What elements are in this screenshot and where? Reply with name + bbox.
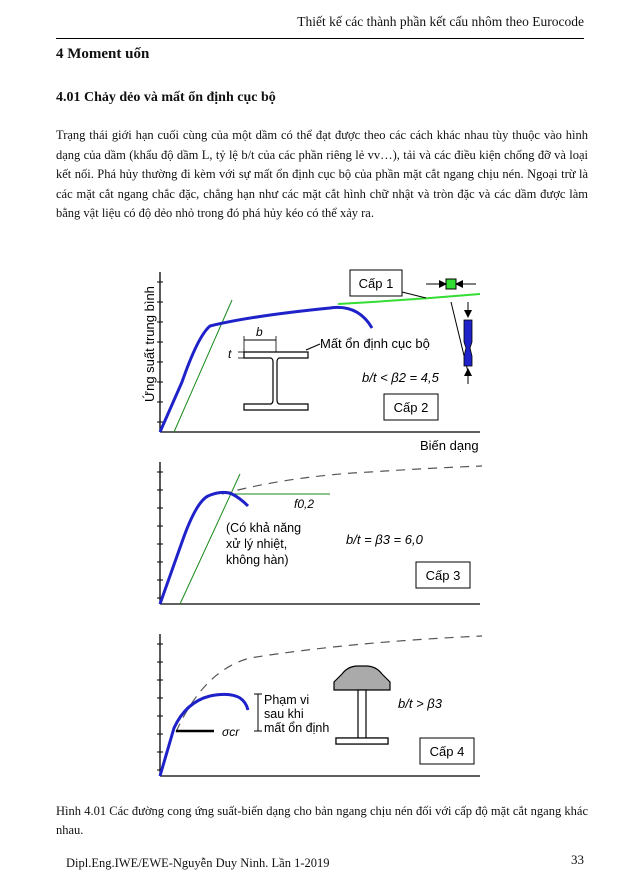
class2-label: Cấp 2 — [393, 400, 429, 415]
class1-specimen-icon — [446, 279, 456, 289]
panel-class-3 — [157, 462, 482, 604]
sigma-cr-label: σcr — [222, 725, 240, 739]
panel2-note-line2: xử lý nhiệt, — [226, 537, 288, 551]
panel2-dashed-curve — [222, 466, 482, 494]
class2-curve — [160, 307, 372, 432]
figure-caption: Hình 4.01 Các đường cong ứng suất-biến dạng cho bản ngang chịu nén đối với cấp độ mặt cắt ngang khác nhau. — [56, 804, 588, 837]
page-number: 33 — [571, 852, 584, 867]
range-line2: sau khi — [264, 707, 304, 721]
panel1-xlabel: Biến dạng — [420, 438, 479, 453]
class1-label: Cấp 1 — [358, 276, 394, 291]
buckled-i-section-icon — [334, 666, 390, 744]
subsection-title: 4.01 Chảy dẻo và mất ổn định cục bộ — [56, 90, 276, 105]
panel3-dashed-curve — [176, 636, 482, 732]
running-header: Thiết kế các thành phần kết cấu nhôm theo Eurocode — [297, 14, 584, 29]
class4-label: Cấp 4 — [429, 744, 465, 759]
range-line1: Phạm vi — [264, 693, 310, 707]
footer-author: Dipl.Eng.IWE/EWE-Nguyễn Duy Ninh. Lần 1-2019 — [66, 856, 330, 870]
dim-t: t — [228, 347, 232, 361]
panel-class-4 — [157, 634, 482, 776]
panel-class-1-2 — [142, 270, 480, 453]
dim-b: b — [256, 325, 263, 339]
panel1-condition: b/t < β2 = 4,5 — [362, 370, 439, 385]
figure-svg — [130, 262, 502, 802]
local-buckling-label: Mất ổn định cục bộ — [320, 336, 430, 351]
panel2-note-line1: (Có khả năng — [226, 521, 302, 535]
panel3-condition: b/t > β3 — [398, 696, 442, 711]
buckled-specimen-icon — [464, 320, 472, 366]
panel2-note-line3: không hàn) — [226, 553, 289, 567]
header-rule — [56, 38, 584, 39]
class3-label: Cấp 3 — [425, 568, 461, 583]
buckling-leader — [306, 344, 320, 350]
section-title: 4 Moment uốn — [56, 46, 150, 62]
class1-leader — [402, 292, 426, 298]
i-section-icon — [244, 352, 308, 410]
panel1-elastic-line — [174, 300, 232, 432]
panel2-condition: b/t = β3 = 6,0 — [346, 532, 423, 547]
figure-stress-strain — [130, 262, 502, 802]
f02-label: f0,2 — [294, 497, 315, 511]
panel1-ylabel: Ứng suất trung bình — [142, 286, 157, 402]
body-paragraph: Trạng thái giới hạn cuối cùng của một dầm có thể đạt được theo các cách khác nhau tùy thuộc vào hình dạng của dầm (khẩu độ dầm L, tỷ lệ b/t của các phần riêng lẻ vv…), tải và các điều kiện chống đỡ và loại kết nối. Phá hủy thường đi kèm với sự mất ổn định cục bộ của phần mặt cắt ngang chịu nén. Ngoại trừ là các mặt cắt ngang chắc đặc, chẳng hạn như các mặt cắt hình chữ nhật và tròn đặc và các dầm được làm bằng vật liệu có độ dẻo nhỏ trong đó phá hủy kéo có thể xảy ra. — [56, 128, 588, 221]
range-line3: mất ổn định — [264, 721, 330, 735]
